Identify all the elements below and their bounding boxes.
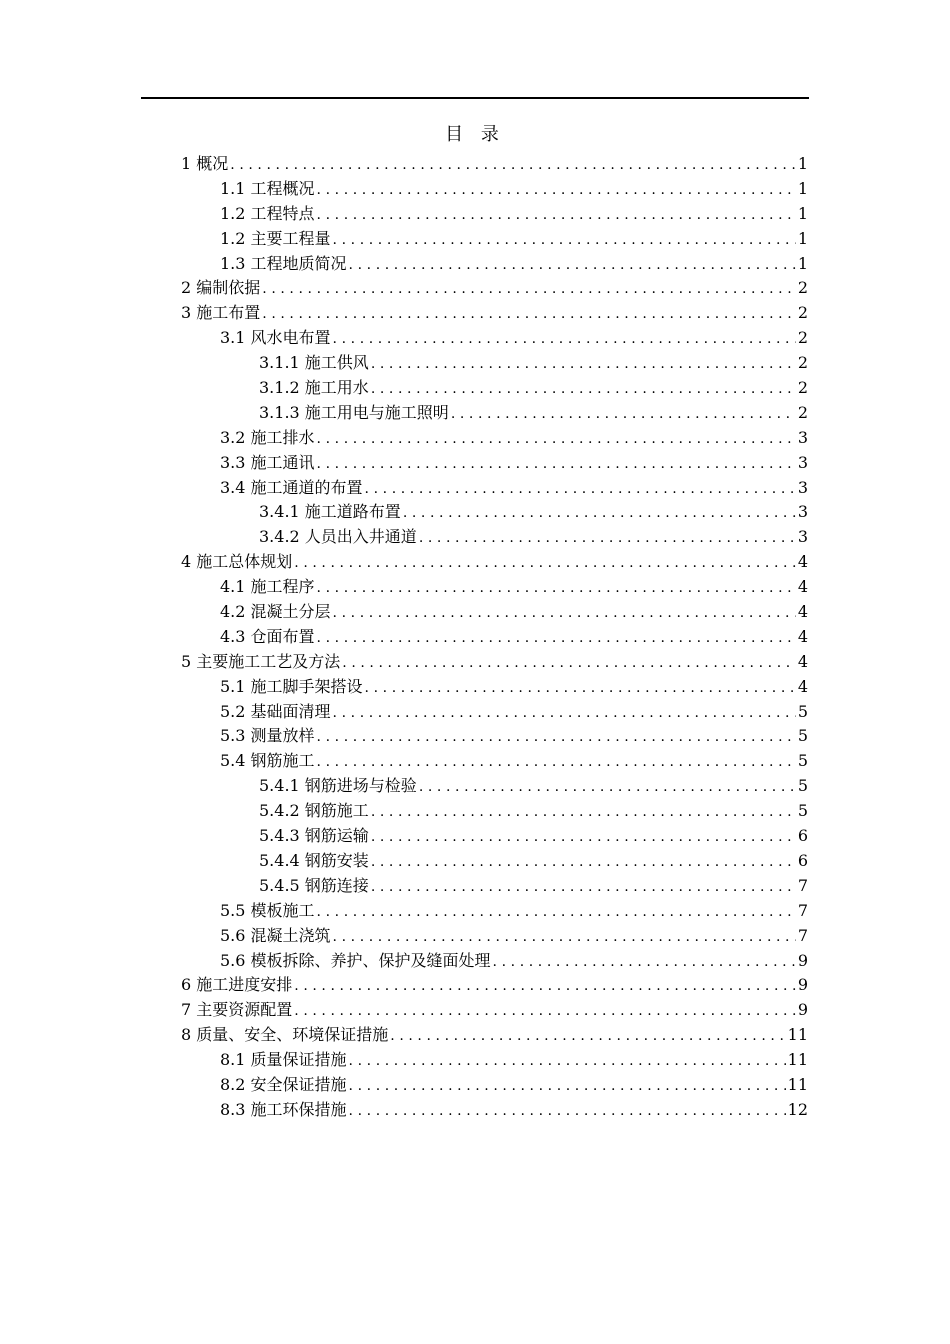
toc-entry-label: 5.2 基础面清理 bbox=[220, 701, 331, 721]
toc-dot-leader bbox=[371, 875, 796, 900]
toc-dot-leader bbox=[371, 850, 796, 875]
toc-entry-page: 7 bbox=[797, 925, 808, 945]
toc-entry-page: 2 bbox=[797, 353, 808, 373]
toc-entry[interactable] bbox=[181, 152, 808, 177]
toc-entry-page: 4 bbox=[797, 602, 808, 622]
toc-dot-leader bbox=[493, 950, 796, 975]
toc-entry[interactable] bbox=[181, 351, 808, 376]
toc-dot-leader bbox=[371, 377, 796, 402]
toc-entry-page: 2 bbox=[797, 378, 808, 398]
toc-entry[interactable] bbox=[181, 600, 808, 625]
toc-entry-page: 1 bbox=[797, 253, 808, 273]
toc-entry-label: 5.1 施工脚手架搭设 bbox=[220, 676, 363, 696]
toc-dot-leader bbox=[419, 526, 796, 551]
toc-entry[interactable] bbox=[181, 202, 808, 227]
toc-entry[interactable] bbox=[181, 525, 808, 550]
toc-entry-label: 5.4.5 钢筋连接 bbox=[259, 875, 369, 895]
toc-dot-leader bbox=[365, 477, 796, 502]
toc-entry-label: 3.1.3 施工用电与施工照明 bbox=[259, 402, 449, 422]
toc-entry-label: 5.6 模板拆除、养护、保护及缝面处理 bbox=[220, 950, 491, 970]
toc-entry[interactable] bbox=[181, 849, 808, 874]
toc-dot-leader bbox=[349, 1049, 786, 1074]
toc-entry-page: 6 bbox=[797, 850, 808, 870]
toc-entry[interactable] bbox=[181, 724, 808, 749]
toc-entry[interactable] bbox=[181, 1098, 808, 1123]
toc-dot-leader bbox=[317, 750, 796, 775]
toc-entry[interactable] bbox=[181, 451, 808, 476]
toc-entry[interactable] bbox=[181, 700, 808, 725]
toc-entry-page: 4 bbox=[797, 651, 808, 671]
toc-dot-leader bbox=[294, 999, 796, 1024]
toc-dot-leader bbox=[349, 1074, 786, 1099]
toc-entry-label: 4.2 混凝土分层 bbox=[220, 602, 331, 622]
toc-entry-page: 3 bbox=[797, 452, 808, 472]
toc-entry[interactable] bbox=[181, 376, 808, 401]
toc-entry[interactable] bbox=[181, 899, 808, 924]
toc-entry-page: 4 bbox=[797, 676, 808, 696]
toc-entry-label: 4.1 施工程序 bbox=[220, 577, 315, 597]
toc-entry-label: 5.4.1 钢筋进场与检验 bbox=[259, 776, 417, 796]
toc-entry-label: 3.3 施工通讯 bbox=[220, 452, 315, 472]
toc-entry-label: 4 施工总体规划 bbox=[181, 552, 293, 572]
toc-entry-label: 5.4.4 钢筋安装 bbox=[259, 850, 369, 870]
toc-entry[interactable] bbox=[181, 774, 808, 799]
toc-entry-label: 2 编制依据 bbox=[181, 278, 261, 298]
toc-entry[interactable] bbox=[181, 799, 808, 824]
toc-entry-label: 8.3 施工环保措施 bbox=[220, 1099, 347, 1119]
toc-entry[interactable] bbox=[181, 500, 808, 525]
toc-entry-page: 7 bbox=[797, 900, 808, 920]
toc-dot-leader bbox=[294, 551, 796, 576]
toc-entry[interactable] bbox=[181, 650, 808, 675]
toc-entry-label: 3.1 风水电布置 bbox=[220, 328, 331, 348]
toc-entry[interactable] bbox=[181, 177, 808, 202]
toc-entry-label: 5 主要施工工艺及方法 bbox=[181, 651, 341, 671]
toc-entry-page: 5 bbox=[797, 776, 808, 796]
toc-entry-label: 5.5 模板施工 bbox=[220, 900, 315, 920]
toc-dot-leader bbox=[333, 327, 796, 352]
toc-entry-page: 7 bbox=[797, 875, 808, 895]
toc-entry[interactable] bbox=[181, 924, 808, 949]
toc-entry-page: 2 bbox=[797, 303, 808, 323]
header-rule bbox=[141, 97, 809, 99]
toc-entry-label: 5.6 混凝土浇筑 bbox=[220, 925, 331, 945]
toc-dot-leader bbox=[317, 576, 796, 601]
toc-dot-leader bbox=[317, 900, 796, 925]
toc-entry[interactable] bbox=[181, 276, 808, 301]
toc-entry-page: 3 bbox=[797, 527, 808, 547]
toc-dot-leader bbox=[294, 974, 796, 999]
toc-entry[interactable] bbox=[181, 1023, 808, 1048]
toc-dot-leader bbox=[333, 925, 796, 950]
toc-entry-label: 1.2 工程特点 bbox=[220, 203, 315, 223]
toc-entry-label: 4.3 仓面布置 bbox=[220, 626, 315, 646]
toc-dot-leader bbox=[342, 651, 796, 676]
toc-entry[interactable] bbox=[181, 625, 808, 650]
toc-dot-leader bbox=[230, 153, 796, 178]
toc-dot-leader bbox=[262, 277, 796, 302]
toc-dot-leader bbox=[371, 825, 796, 850]
toc-entry[interactable] bbox=[181, 575, 808, 600]
toc-entry-label: 6 施工进度安排 bbox=[181, 975, 293, 995]
toc-entry[interactable] bbox=[181, 227, 808, 252]
toc-entry[interactable] bbox=[181, 973, 808, 998]
toc-dot-leader bbox=[390, 1024, 785, 1049]
toc-entry-page: 2 bbox=[797, 278, 808, 298]
toc-entry-page: 5 bbox=[797, 751, 808, 771]
toc-entry[interactable] bbox=[181, 426, 808, 451]
toc-entry-label: 8.1 质量保证措施 bbox=[220, 1050, 347, 1070]
toc-entry-page: 9 bbox=[797, 950, 808, 970]
toc-entry-label: 3.4.2 人员出入井通道 bbox=[259, 527, 417, 547]
toc-entry-label: 1.1 工程概况 bbox=[220, 178, 315, 198]
toc-dot-leader bbox=[371, 352, 796, 377]
toc-entry[interactable] bbox=[181, 550, 808, 575]
toc-entry-page: 11 bbox=[787, 1050, 808, 1070]
toc-entry-label: 3.1.1 施工供风 bbox=[259, 353, 369, 373]
toc-entry-label: 3.2 施工排水 bbox=[220, 427, 315, 447]
toc-dot-leader bbox=[317, 203, 796, 228]
toc-dot-leader bbox=[371, 800, 796, 825]
toc-entry[interactable] bbox=[181, 1073, 808, 1098]
toc-title: 目 录 bbox=[445, 124, 505, 145]
toc-entry-page: 2 bbox=[797, 328, 808, 348]
toc-entry[interactable] bbox=[181, 998, 808, 1023]
toc-entry-page: 3 bbox=[797, 477, 808, 497]
toc-entry-page: 4 bbox=[797, 552, 808, 572]
toc-entry-page: 5 bbox=[797, 801, 808, 821]
toc-entry-page: 5 bbox=[797, 701, 808, 721]
toc-entry-page: 4 bbox=[797, 577, 808, 597]
toc-dot-leader bbox=[349, 1099, 786, 1124]
toc-dot-leader bbox=[317, 725, 796, 750]
toc-entry[interactable] bbox=[181, 252, 808, 277]
toc-entry[interactable] bbox=[181, 675, 808, 700]
toc-entry-label: 8 质量、安全、环境保证措施 bbox=[181, 1025, 389, 1045]
table-of-contents bbox=[181, 152, 808, 1123]
toc-entry[interactable] bbox=[181, 301, 808, 326]
toc-entry-page: 11 bbox=[787, 1025, 808, 1045]
toc-entry-page: 5 bbox=[797, 726, 808, 746]
toc-dot-leader bbox=[403, 501, 796, 526]
toc-entry[interactable] bbox=[181, 824, 808, 849]
toc-entry-label: 1 概况 bbox=[181, 154, 229, 173]
toc-dot-leader bbox=[349, 253, 796, 278]
toc-entry[interactable] bbox=[181, 749, 808, 774]
toc-dot-leader bbox=[317, 427, 796, 452]
toc-entry-page: 4 bbox=[797, 626, 808, 646]
toc-entry-label: 5.3 测量放样 bbox=[220, 726, 315, 746]
toc-dot-leader bbox=[419, 775, 796, 800]
toc-entry-page: 12 bbox=[787, 1099, 808, 1119]
toc-dot-leader bbox=[317, 626, 796, 651]
toc-entry-label: 5.4.2 钢筋施工 bbox=[259, 801, 369, 821]
toc-entry-page: 1 bbox=[797, 203, 808, 223]
toc-entry-page: 11 bbox=[787, 1074, 808, 1094]
toc-entry[interactable] bbox=[181, 401, 808, 426]
toc-entry-label: 3.4 施工通道的布置 bbox=[220, 477, 363, 497]
toc-entry-page: 2 bbox=[797, 402, 808, 422]
toc-entry-page: 1 bbox=[797, 228, 808, 248]
toc-entry-page: 9 bbox=[797, 1000, 808, 1020]
toc-dot-leader bbox=[333, 601, 796, 626]
toc-entry-label: 3.1.2 施工用水 bbox=[259, 378, 369, 398]
toc-entry-page: 3 bbox=[797, 427, 808, 447]
toc-entry[interactable] bbox=[181, 1048, 808, 1073]
toc-dot-leader bbox=[451, 402, 796, 427]
toc-entry-page: 1 bbox=[797, 154, 808, 173]
toc-entry[interactable] bbox=[181, 874, 808, 899]
toc-entry-page: 3 bbox=[797, 502, 808, 522]
toc-entry-label: 3.4.1 施工道路布置 bbox=[259, 502, 401, 522]
toc-entry-label: 8.2 安全保证措施 bbox=[220, 1074, 347, 1094]
toc-entry-page: 1 bbox=[797, 178, 808, 198]
toc-dot-leader bbox=[333, 701, 796, 726]
toc-entry-label: 7 主要资源配置 bbox=[181, 1000, 293, 1020]
toc-entry[interactable] bbox=[181, 476, 808, 501]
toc-entry-label: 1.3 工程地质简况 bbox=[220, 253, 347, 273]
toc-dot-leader bbox=[333, 228, 796, 253]
toc-dot-leader bbox=[317, 178, 796, 203]
toc-entry[interactable] bbox=[181, 326, 808, 351]
toc-entry-page: 6 bbox=[797, 826, 808, 846]
toc-dot-leader bbox=[365, 676, 796, 701]
toc-dot-leader bbox=[262, 302, 796, 327]
toc-entry-label: 3 施工布置 bbox=[181, 303, 261, 323]
toc-entry-label: 5.4 钢筋施工 bbox=[220, 751, 315, 771]
toc-entry[interactable] bbox=[181, 949, 808, 974]
toc-entry-page: 9 bbox=[797, 975, 808, 995]
toc-entry-label: 5.4.3 钢筋运输 bbox=[259, 826, 369, 846]
toc-dot-leader bbox=[317, 452, 796, 477]
toc-entry-label: 1.2 主要工程量 bbox=[220, 228, 331, 248]
